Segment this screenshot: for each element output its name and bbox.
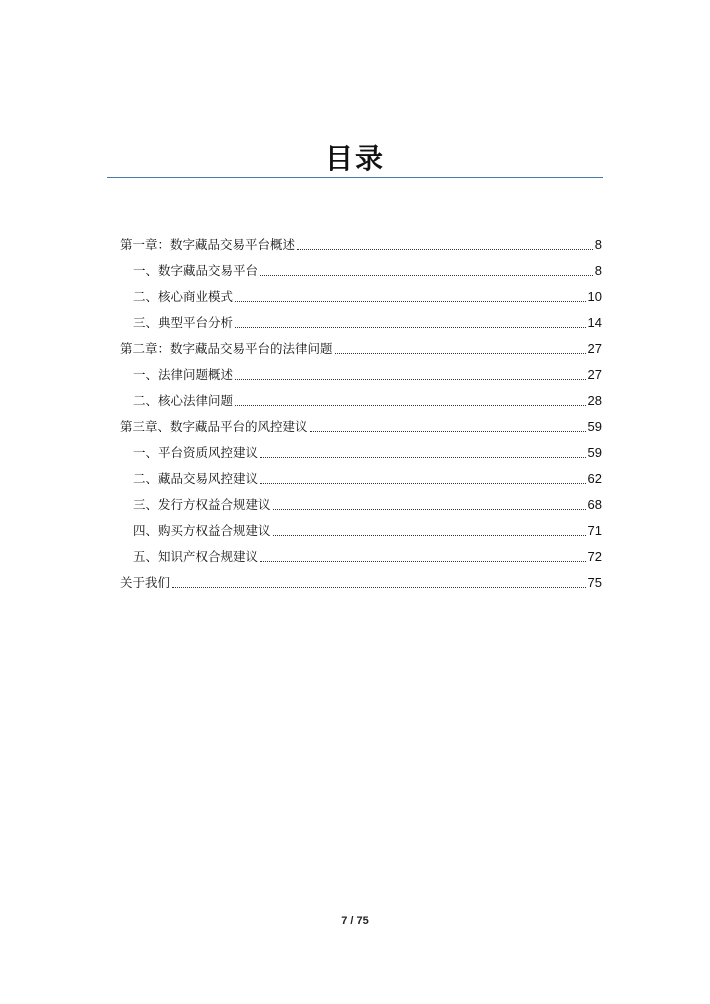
toc-entry-label: 四、购买方权益合规建议 — [133, 523, 271, 538]
toc-entry[interactable] — [120, 489, 602, 515]
toc-dot-leader — [335, 352, 586, 354]
page-number: 7 / 75 — [341, 915, 369, 927]
toc-entry[interactable] — [120, 307, 602, 333]
toc-entry-label: 关于我们 — [120, 575, 171, 590]
toc-entry-page: 27 — [587, 367, 602, 382]
toc-dot-leader — [260, 560, 586, 562]
toc-entry[interactable] — [120, 229, 602, 255]
toc-entry[interactable] — [120, 359, 602, 385]
toc-entry-label: 二、核心商业模式 — [133, 289, 234, 304]
toc-entry-page: 8 — [594, 263, 602, 278]
toc-entry-label: 二、核心法律问题 — [133, 393, 234, 408]
toc-entry-label: 第三章、数字藏品平台的风控建议 — [120, 419, 308, 434]
toc-entry[interactable] — [120, 281, 602, 307]
toc-dot-leader — [273, 508, 586, 510]
toc-entry[interactable] — [120, 437, 602, 463]
toc-dot-leader — [172, 586, 586, 588]
toc-dot-leader — [260, 482, 586, 484]
toc-dot-leader — [235, 326, 586, 328]
toc-entry-page: 59 — [587, 445, 602, 460]
toc-entry-page: 75 — [587, 575, 602, 590]
toc-entry[interactable] — [120, 385, 602, 411]
toc-entry-label: 一、平台资质风控建议 — [133, 445, 259, 460]
toc-entry-label: 三、典型平台分析 — [133, 315, 234, 330]
toc-entry-page: 8 — [594, 237, 602, 252]
toc-entry[interactable] — [120, 255, 602, 281]
toc-entry-page: 59 — [587, 419, 602, 434]
toc-dot-leader — [235, 300, 586, 302]
title-divider — [107, 177, 603, 178]
toc-entry-label: 二、藏品交易风控建议 — [133, 471, 259, 486]
toc-entry-page: 62 — [587, 471, 602, 486]
toc-entry-label: 第二章：数字藏品交易平台的法律问题 — [120, 341, 333, 356]
toc-entry-label: 第一章：数字藏品交易平台概述 — [120, 237, 296, 252]
toc-dot-leader — [310, 430, 586, 432]
toc-entry-label: 三、发行方权益合规建议 — [133, 497, 271, 512]
toc-entry-page: 10 — [587, 289, 602, 304]
toc-dot-leader — [297, 248, 593, 250]
toc-entry[interactable] — [120, 411, 602, 437]
toc-entry[interactable] — [120, 541, 602, 567]
toc-entry[interactable] — [120, 567, 602, 593]
table-of-contents — [120, 229, 602, 593]
toc-entry[interactable] — [120, 515, 602, 541]
toc-entry-page: 14 — [587, 315, 602, 330]
toc-entry[interactable] — [120, 463, 602, 489]
toc-entry-page: 27 — [587, 341, 602, 356]
toc-entry-label: 五、知识产权合规建议 — [133, 549, 259, 564]
toc-dot-leader — [273, 534, 586, 536]
page-title: 目录 — [324, 142, 385, 175]
toc-entry-label: 一、法律问题概述 — [133, 367, 234, 382]
toc-entry-label: 一、数字藏品交易平台 — [133, 263, 259, 278]
toc-dot-leader — [260, 274, 593, 276]
toc-dot-leader — [235, 404, 586, 406]
toc-entry[interactable] — [120, 333, 602, 359]
toc-entry-page: 71 — [587, 523, 602, 538]
toc-entry-page: 68 — [587, 497, 602, 512]
toc-dot-leader — [260, 456, 586, 458]
toc-dot-leader — [235, 378, 586, 380]
toc-entry-page: 72 — [587, 549, 602, 564]
toc-entry-page: 28 — [587, 393, 602, 408]
